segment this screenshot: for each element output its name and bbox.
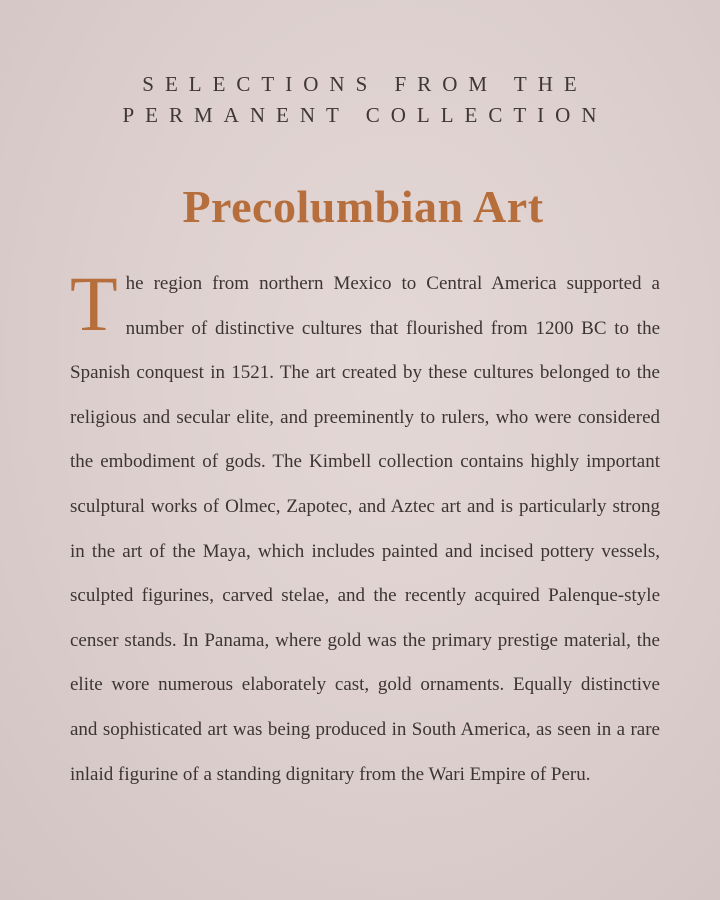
kicker-line-2: PERMANENT COLLECTION xyxy=(122,103,608,127)
body-text: he region from northern Mexico to Central America supported a number of distinctive cultures that flourished from 1200 BC to the Spanish conquest in 1521. The art created by these cultures belonged to the religious and secular elite, and preeminently to rulers, who were considered the embodiment of gods. The Kimbell collection contains highly important sculptural works of Olmec, Zapotec, and Aztec art and is particularly strong in the art of the Maya, which includes painted and incised pottery vessels, sculpted figurines, carved stelae, and the recently acquired Palenque-style censer stands. In Panama, where gold was the primary prestige material, the elite wore numerous elaborately cast, gold ornaments. Equally distinctive and sophisticated art was being produced in South America, as seen in a rare inlaid figurine of a standing dignitary from the Wari Empire of Peru. xyxy=(70,273,660,785)
kicker-line-1: SELECTIONS FROM THE xyxy=(142,72,588,96)
body-paragraph xyxy=(70,262,660,797)
page-title: Precolumbian Art xyxy=(182,181,544,232)
drop-cap: T xyxy=(70,260,118,347)
